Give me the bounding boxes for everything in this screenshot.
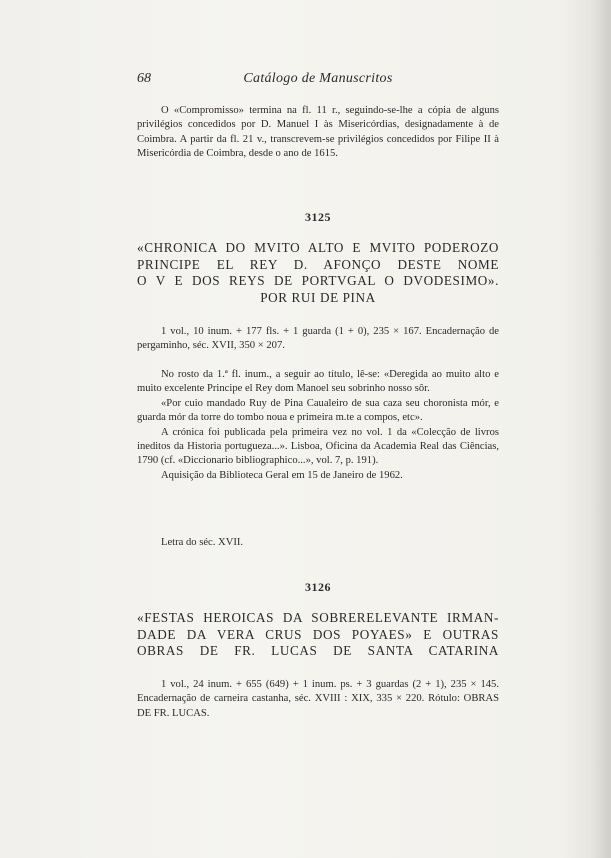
entry-title-3125	[137, 240, 499, 306]
intro-paragraph: O «Compromisso» termina na fl. 11 r., seguindo-se-lhe a cópia de alguns privilégios concedidos por D. Manuel I às Misericórdias, designadamente à de Coimbra. A partir da fl. 21 v., transcrevem-se privilégios concedidos por Filipe II à Misericórdia de Coimbra, desde o ano de 1615.	[137, 105, 499, 160]
entry-letter-3125	[137, 536, 499, 550]
entry-description-3126	[137, 678, 499, 721]
note-paragraph: «Por cuio mandado Ruy de Pina Caualeiro de sua caza seu choronista mór, e guarda mór da torre do tombo noua e primeira m.te a compos, etc».	[137, 397, 499, 424]
entry-description-3125	[137, 325, 499, 354]
page-header	[137, 72, 499, 90]
title-line: DADE DA VERA CRUS DOS POYAES» E OUTRAS	[137, 626, 499, 642]
title-line: «CHRONICA DO MVITO ALTO E MVITO PODEROZO	[137, 240, 499, 255]
page-number: 68	[137, 71, 151, 86]
title-line: PRINCIPE EL REY D. AFONÇO DESTE NOME	[137, 256, 499, 272]
letter-note: Letra do séc. XVII.	[161, 537, 244, 548]
entry-title-3126	[137, 610, 499, 660]
entry-number-3126: 3126	[305, 580, 331, 594]
entry-notes-3125	[137, 368, 499, 483]
note-paragraph: A crónica foi publicada pela primeira vez no vol. 1 da «Colecção de livros ineditos da Historia portugueza...». Lisboa, Oficina da Academia Real das Ciências, 1790 (cf. «Diccionario bibliographico...», vol. 7, p. 191).	[137, 426, 499, 467]
entry-number-3125: 3125	[305, 210, 331, 224]
title-line: POR RUI DE PINA	[260, 289, 376, 305]
note-paragraph: Aquisição da Biblioteca Geral em 15 de Janeiro de 1962.	[161, 469, 403, 481]
physical-description: 1 vol., 24 inum. + 655 (649) + 1 inum. ps. + 3 guardas (2 + 1), 235 × 145. Encadernação de carneira castanha, séc. XVIII : XIX, 335 × 220. Rótulo: OBRAS DE FR. LUCAS.	[137, 679, 499, 719]
note-paragraph: No rosto da 1.ª fl. inum., a seguir ao título, lê-se: «Deregida ao muito alto e muito excelente Principe el Rey dom Manoel seu sobrinho nosso sôr.	[137, 369, 499, 395]
title-line: «FESTAS HEROICAS DA SOBRERELEVANTE IRMAN-	[137, 610, 499, 625]
title-line: O V E DOS REYS DE PORTVGAL O DVODESIMO».	[137, 273, 499, 289]
intro-section	[137, 104, 499, 162]
title-line: OBRAS DE FR. LUCAS DE SANTA CATARINA	[137, 643, 499, 659]
physical-description: 1 vol., 10 inum. + 177 fls. + 1 guarda (1 + 0), 235 × 167. Encadernação de pergaminho, séc. XVII, 350 × 207.	[137, 326, 499, 352]
running-title: Catálogo de Manuscritos	[243, 71, 393, 86]
